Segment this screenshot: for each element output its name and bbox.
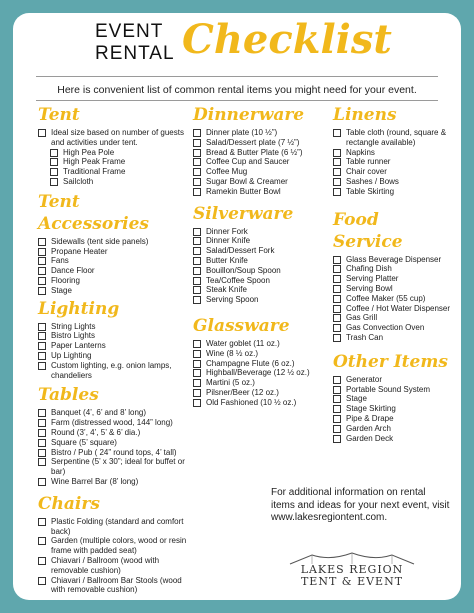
checklist-item-label: Coffee Maker (55 cup) <box>346 293 426 303</box>
checklist-item-label: Butter Knife <box>206 255 248 265</box>
checklist-item-label: Table Skirting <box>346 186 395 196</box>
checklist-item-label: Chiavari / Ballroom (wood with removable cushion) <box>51 555 160 575</box>
checklist-item <box>193 398 328 408</box>
checklist-item <box>193 339 328 349</box>
checkbox[interactable] <box>38 449 46 457</box>
checklist-item-label: Stage <box>51 285 72 295</box>
section-title: Dinnerware <box>193 105 305 125</box>
section-title: Glassware <box>193 315 290 336</box>
checklist-item <box>38 167 188 177</box>
checklist-item <box>333 255 451 265</box>
checkbox[interactable] <box>38 238 46 246</box>
section-title: Lighting <box>38 298 120 319</box>
checklist-item <box>38 418 188 428</box>
checklist-item <box>193 227 328 237</box>
checklist-item <box>38 351 188 361</box>
checkbox[interactable] <box>50 178 58 186</box>
checklist-items <box>38 322 188 381</box>
section-title: Food Service <box>333 209 403 252</box>
checklist-item <box>38 341 188 351</box>
checkbox[interactable] <box>193 247 201 255</box>
checkbox[interactable] <box>333 305 341 313</box>
checklist-item-label: Salad/Dessert Fork <box>206 246 275 256</box>
checklist-item <box>333 404 451 414</box>
checklist-item <box>333 264 451 274</box>
checklist-item-label: Plastic Folding (standard and comfort back) <box>51 516 184 536</box>
checkbox[interactable] <box>38 332 46 340</box>
checklist-item <box>38 177 188 187</box>
checkbox[interactable] <box>193 168 201 176</box>
section-title: Tables <box>38 385 99 406</box>
checklist-item-label: Napkins <box>346 147 375 157</box>
checklist-item-label: Sidewalls (tent side panels) <box>51 236 149 246</box>
checkbox[interactable] <box>193 158 201 166</box>
divider-top <box>36 76 438 77</box>
checkbox[interactable] <box>38 458 46 466</box>
checklist-item <box>193 167 328 177</box>
checkbox[interactable] <box>38 537 46 545</box>
checklist-item <box>333 177 451 187</box>
section-title: Linens <box>333 105 397 125</box>
checklist-item-label: Table runner <box>346 157 391 167</box>
checkbox[interactable] <box>38 478 46 486</box>
checklist-item <box>333 434 451 444</box>
checklist-item-label: Round (3’, 4’, 5’ & 6’ dia.) <box>51 427 141 437</box>
checklist-item-label: Stage Skirting <box>346 404 396 414</box>
checkbox[interactable] <box>193 286 201 294</box>
section-title: Tent <box>38 105 80 125</box>
checklist-item <box>38 256 188 266</box>
checklist-items <box>38 517 188 595</box>
checklist-item-label: Stage <box>346 394 367 404</box>
checklist-item-label: Gas Convection Oven <box>346 323 425 333</box>
section-tables <box>38 384 188 486</box>
checkbox[interactable] <box>333 149 341 157</box>
checklist-item-label: Bread & Butter Plate (6 ½”) <box>206 147 303 157</box>
section-glassware <box>193 315 328 408</box>
checklist-item-label: Garden (multiple colors, wood or resin frame with padded seat) <box>51 536 187 556</box>
checklist-item <box>38 536 188 556</box>
checklist-item-label: Sashes / Bows <box>346 176 399 186</box>
checklist-item-label: Champagne Flute (6 oz.) <box>206 358 295 368</box>
checklist-item <box>193 295 328 305</box>
section-linens <box>333 104 451 197</box>
checklist-item-label: Chiavari / Ballroom Bar Stools (wood with removable cushion) <box>51 575 182 595</box>
checklist-item <box>193 148 328 158</box>
checklist-item <box>38 157 188 167</box>
checklist-item <box>333 375 451 385</box>
checklist-item <box>38 438 188 448</box>
checkbox[interactable] <box>333 425 341 433</box>
checklist-item <box>38 276 188 286</box>
checkbox[interactable] <box>193 139 201 147</box>
checklist-item-label: Portable Sound System <box>346 384 431 394</box>
checkbox[interactable] <box>333 158 341 166</box>
checklist-item <box>333 414 451 424</box>
checklist-items <box>333 375 451 444</box>
checklist-item-label: Garden Arch <box>346 423 391 433</box>
checkbox[interactable] <box>38 257 46 265</box>
checklist-item-label: Paper Lanterns <box>51 341 106 351</box>
checklist-item <box>333 128 451 148</box>
checkbox[interactable] <box>38 577 46 585</box>
section-lighting <box>38 298 188 381</box>
checkbox[interactable] <box>333 256 341 264</box>
section-title: Silverware <box>193 203 294 224</box>
checklist-item-label: Ramekin Butter Bowl <box>206 186 281 196</box>
checklist-item <box>38 408 188 418</box>
checkbox[interactable] <box>38 129 46 137</box>
checklist-item <box>38 477 188 487</box>
checklist-item <box>38 286 188 296</box>
checklist-item-label: Serving Spoon <box>206 295 259 305</box>
section-tent-accessories <box>38 191 188 296</box>
checklist-items <box>193 128 328 197</box>
checklist-item-label: Fans <box>51 256 69 266</box>
checkbox[interactable] <box>38 352 46 360</box>
company-logo <box>282 551 422 589</box>
checklist-item-label: Chafing Dish <box>346 264 392 274</box>
checklist-item <box>193 236 328 246</box>
checklist-item <box>38 128 188 148</box>
checklist-item-label: Coffee / Hot Water Dispenser <box>346 303 451 313</box>
checklist-item-label: Trash Can <box>346 332 384 342</box>
checklist-item-label: Bouillon/Soup Spoon <box>206 265 281 275</box>
checklist-item <box>333 294 451 304</box>
checklist-item-label: Up Lighting <box>51 350 92 360</box>
checkbox[interactable] <box>333 386 341 394</box>
checklist-item <box>333 385 451 395</box>
checklist-items <box>193 339 328 408</box>
section-title: Other Items <box>333 351 448 372</box>
checklist-item <box>193 349 328 359</box>
checkbox[interactable] <box>193 296 201 304</box>
checklist-item-label: Coffee Cup and Saucer <box>206 157 290 167</box>
checklist-item-label: Pilsner/Beer (12 oz.) <box>206 387 279 397</box>
checklist-item-label: Table cloth (round, square & rectangle available) <box>346 128 447 147</box>
checkbox[interactable] <box>193 257 201 265</box>
checkbox[interactable] <box>193 360 201 368</box>
checklist-item <box>333 187 451 197</box>
checklist-item-label: Wine (8 ½ oz.) <box>206 348 259 358</box>
checkbox[interactable] <box>193 129 201 137</box>
checklist-item-label: Old Fashioned (10 ½ oz.) <box>206 397 297 407</box>
checklist-item <box>193 276 328 286</box>
checkbox[interactable] <box>193 379 201 387</box>
checklist-item <box>193 368 328 378</box>
checklist-item-label: Banquet (4’, 6’ and 8’ long) <box>51 408 147 418</box>
checklist-item-label: Salad/Dessert plate (7 ½”) <box>206 137 300 147</box>
checklist-item-label: String Lights <box>51 321 96 331</box>
checklist-item-label: Serving Bowl <box>346 283 393 293</box>
checklist-item-label: Generator <box>346 374 383 384</box>
checkbox[interactable] <box>38 267 46 275</box>
checklist-item <box>38 247 188 257</box>
section-silverware <box>193 203 328 305</box>
checklist-items <box>333 255 451 343</box>
checklist-item <box>193 157 328 167</box>
checklist-item <box>193 359 328 369</box>
checklist-item-label: Glass Beverage Dispenser <box>346 254 442 264</box>
logo-text-line2: TENT & EVENT <box>300 575 404 588</box>
checklist-item-label: Martini (5 oz.) <box>206 378 255 388</box>
checklist-item <box>193 266 328 276</box>
checklist-item <box>38 322 188 332</box>
checklist-item <box>193 378 328 388</box>
checklist-item <box>38 266 188 276</box>
section-food-service <box>333 209 451 343</box>
checkbox[interactable] <box>333 129 341 137</box>
checklist-item-label: Tea/Coffee Spoon <box>206 275 270 285</box>
checklist-items <box>38 408 188 486</box>
checklist-item-label: Sailcloth <box>63 176 94 186</box>
checklist-item-label: Dinner plate (10 ½”) <box>206 128 278 137</box>
checklist-item <box>193 177 328 187</box>
checkbox[interactable] <box>38 518 46 526</box>
checklist-item <box>193 246 328 256</box>
section-title: Tent Accessories <box>38 191 149 234</box>
checkbox[interactable] <box>193 389 201 397</box>
checklist-items <box>193 227 328 305</box>
checklist-items <box>333 128 451 197</box>
checkbox[interactable] <box>38 287 46 295</box>
title-event: EVENT <box>95 21 164 42</box>
section-other-items <box>333 351 451 444</box>
checklist-item <box>193 128 328 138</box>
column-right <box>333 104 451 443</box>
column-middle <box>193 104 328 408</box>
checkbox[interactable] <box>193 350 201 358</box>
checkbox[interactable] <box>333 324 341 332</box>
divider-bottom <box>36 100 438 101</box>
title-checklist: Checklist <box>182 16 392 63</box>
checklist-item <box>38 457 188 477</box>
checkbox[interactable] <box>333 275 341 283</box>
footer-info: For additional information on rental items and ideas for your next event, visit www.lakesregiontent.com. <box>271 487 450 523</box>
checklist-item-label: Flooring <box>51 275 80 285</box>
checklist-item <box>333 148 451 158</box>
checklist-item-label: Serving Platter <box>346 274 399 284</box>
checkbox[interactable] <box>38 409 46 417</box>
checklist-item-label: Chair cover <box>346 167 387 177</box>
checkbox[interactable] <box>50 168 58 176</box>
checkbox[interactable] <box>50 149 58 157</box>
checklist-item <box>38 331 188 341</box>
section-dinnerware <box>193 104 328 197</box>
checkbox[interactable] <box>193 149 201 157</box>
checklist-item-label: Gas Grill <box>346 313 378 323</box>
checklist-item-label: Garden Deck <box>346 433 394 443</box>
checkbox[interactable] <box>193 267 201 275</box>
checklist-item <box>38 448 188 458</box>
checklist-item <box>333 333 451 343</box>
checkbox[interactable] <box>38 248 46 256</box>
checklist-item-label: Coffee Mug <box>206 167 248 177</box>
checkbox[interactable] <box>38 429 46 437</box>
checklist-item-label: Ideal size based on number of guests and activities under tent. <box>51 128 184 147</box>
checklist-items <box>38 128 188 187</box>
checkbox[interactable] <box>333 395 341 403</box>
intro-text: Here is convenient list of common rental items you might need for your event. <box>57 84 417 96</box>
checkbox[interactable] <box>333 168 341 176</box>
checkbox[interactable] <box>193 188 201 196</box>
checklist-item-label: Water goblet (11 oz.) <box>206 338 280 348</box>
section-title: Chairs <box>38 493 100 514</box>
checkbox[interactable] <box>333 334 341 342</box>
checklist-item-label: Dinner Fork <box>206 226 248 236</box>
checklist-item <box>333 323 451 333</box>
checkbox[interactable] <box>193 369 201 377</box>
checkbox[interactable] <box>38 277 46 285</box>
checklist-item <box>38 361 188 381</box>
checklist-item <box>38 428 188 438</box>
checklist-item-label: High Pea Pole <box>63 147 115 157</box>
checklist-item-label: Highball/Beverage (12 ½ oz.) <box>206 368 310 378</box>
checkbox[interactable] <box>333 188 341 196</box>
checkbox[interactable] <box>333 285 341 293</box>
checkbox[interactable] <box>333 265 341 273</box>
logo-text-line1: LAKES REGION <box>300 563 404 576</box>
checklist-item-label: Steak Knife <box>206 285 247 295</box>
section-chairs <box>38 493 188 595</box>
checklist-item-label: Serpentine (5’ x 30”; ideal for buffet or bar) <box>51 457 185 477</box>
checklist-item-label: Bistro Lights <box>51 331 96 341</box>
checkbox[interactable] <box>193 237 201 245</box>
checkbox[interactable] <box>333 415 341 423</box>
checklist-item <box>333 284 451 294</box>
checklist-item-label: Dinner Knife <box>206 236 251 246</box>
checklist-item <box>193 138 328 148</box>
checkbox[interactable] <box>333 405 341 413</box>
title-rental: RENTAL <box>95 43 175 64</box>
checklist-item-label: Bistro / Pub ( 24” round tops, 4’ tall) <box>51 447 177 457</box>
checklist-item <box>333 304 451 314</box>
checklist-item <box>333 167 451 177</box>
checkbox[interactable] <box>38 557 46 565</box>
checkbox[interactable] <box>193 228 201 236</box>
checkbox[interactable] <box>38 323 46 331</box>
checklist-item-label: Dance Floor <box>51 266 95 276</box>
checkbox[interactable] <box>333 314 341 322</box>
checklist-item <box>333 157 451 167</box>
checklist-item <box>193 187 328 197</box>
checklist-item-label: Sugar Bowl & Creamer <box>206 176 288 186</box>
checkbox[interactable] <box>333 178 341 186</box>
checkbox[interactable] <box>38 439 46 447</box>
checklist-item <box>193 388 328 398</box>
checklist-items <box>38 237 188 296</box>
checklist-item-label: Wine Barrel Bar (8’ long) <box>51 476 139 486</box>
checkbox[interactable] <box>193 399 201 407</box>
checklist-item <box>333 274 451 284</box>
checkbox[interactable] <box>38 342 46 350</box>
checklist-item <box>38 556 188 576</box>
checklist-item-label: Farm (distressed wood, 144” long) <box>51 418 173 428</box>
checklist-item <box>333 394 451 404</box>
checklist-item <box>38 517 188 537</box>
checklist-item <box>38 576 188 596</box>
checklist-item-label: High Peak Frame <box>63 157 126 167</box>
checklist-item <box>193 256 328 266</box>
section-tent <box>38 104 188 187</box>
checklist-item <box>333 313 451 323</box>
checklist-item-label: Square (5’ square) <box>51 437 117 447</box>
checklist-item <box>333 424 451 434</box>
checkbox[interactable] <box>193 277 201 285</box>
checklist-item <box>193 285 328 295</box>
checklist-item <box>38 237 188 247</box>
checkbox[interactable] <box>38 362 46 370</box>
checkbox[interactable] <box>193 178 201 186</box>
checkbox[interactable] <box>333 376 341 384</box>
checklist-item-label: Custom lighting, e.g. onion lamps, chandeliers <box>51 360 172 380</box>
checkbox[interactable] <box>38 419 46 427</box>
column-left <box>38 104 188 595</box>
checkbox[interactable] <box>50 158 58 166</box>
checklist-item <box>38 148 188 158</box>
checkbox[interactable] <box>333 435 341 443</box>
checklist-item-label: Traditional Frame <box>63 167 126 177</box>
checklist-item-label: Propane Heater <box>51 246 108 256</box>
checkbox[interactable] <box>333 295 341 303</box>
checkbox[interactable] <box>193 340 201 348</box>
checklist-item-label: Pipe & Drape <box>346 413 394 423</box>
